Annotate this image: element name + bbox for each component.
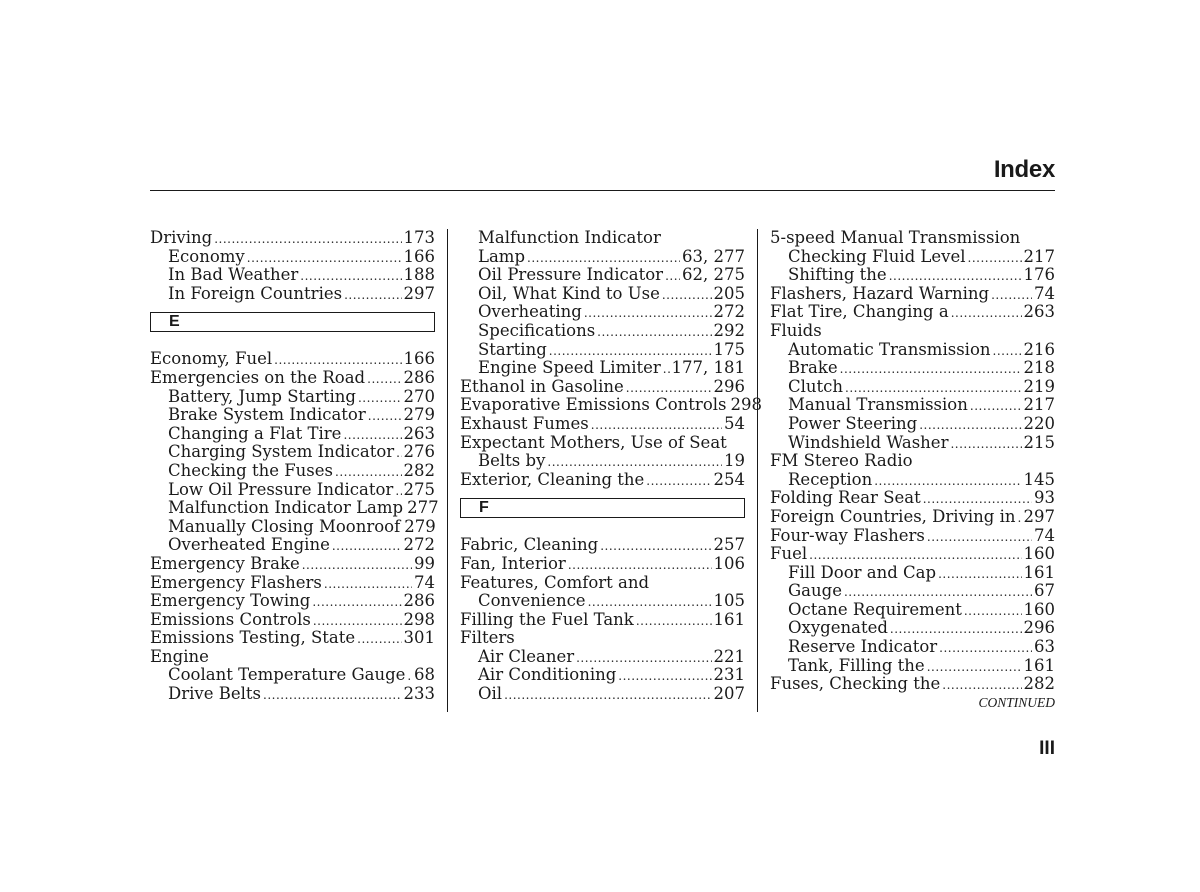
entry-page: 216 <box>1023 339 1055 359</box>
entry-label: Emergency Brake <box>150 553 300 573</box>
entry-page: 67 <box>1034 581 1055 601</box>
dot-leader <box>600 536 711 556</box>
entry-label: Emergencies on the Road <box>150 367 366 387</box>
index-entry <box>150 350 435 369</box>
entry-label: Drive Belts <box>168 684 261 704</box>
index-entry <box>150 592 435 611</box>
entry-label: Fabric, Cleaning <box>460 535 599 555</box>
dot-leader <box>942 675 1021 695</box>
index-subentry <box>460 266 745 285</box>
header-rule <box>150 190 1055 191</box>
dot-leader <box>662 285 712 305</box>
index-subentry <box>770 396 1055 415</box>
entry-label: Clutch <box>788 376 844 396</box>
dot-leader <box>840 359 1022 379</box>
dot-leader <box>367 369 401 389</box>
dot-leader <box>964 601 1022 621</box>
entry-label: In Foreign Countries <box>168 283 343 303</box>
index-subentry <box>770 248 1055 267</box>
entry-page: 176 <box>1023 265 1055 285</box>
entry-page: 263 <box>1023 302 1055 322</box>
entry-label: Changing a Flat Tire <box>168 423 342 443</box>
entry-label: Overheated Engine <box>168 535 330 555</box>
index-heading: Malfunction Indicator <box>478 228 661 247</box>
entry-label: Brake <box>788 358 838 378</box>
index-subentry <box>460 666 745 685</box>
entry-page: 215 <box>1023 432 1055 452</box>
entry-label: Convenience <box>478 591 586 611</box>
entry-page: 298 <box>403 609 435 629</box>
dot-leader <box>263 685 402 705</box>
entry-page: 298 <box>730 395 762 415</box>
entry-label: Emissions Testing, State <box>150 628 356 648</box>
entry-page: 207 <box>713 684 745 704</box>
entry-page: 276 <box>403 442 435 462</box>
entry-label: Gauge <box>788 581 842 601</box>
index-entry <box>460 395 762 415</box>
index-entry <box>150 229 435 248</box>
index-subentry <box>150 443 435 462</box>
entry-page: 68 <box>414 665 435 685</box>
entry-page: 105 <box>713 591 745 611</box>
entry-page: 263 <box>403 423 435 443</box>
entry-label: Fill Door and Cap <box>788 562 937 582</box>
entry-page: 62, 275 <box>682 265 745 285</box>
entry-page: 233 <box>403 684 435 704</box>
entry-label: Starting <box>478 339 547 359</box>
index-subentry <box>150 425 435 444</box>
entry-label: Reception <box>788 469 873 489</box>
index-entry <box>770 303 1055 322</box>
entry-label: Tank, Filling the <box>788 655 925 675</box>
index-subentry <box>150 498 439 518</box>
index-subentry <box>150 266 435 285</box>
index-subentry <box>770 638 1055 657</box>
dot-leader <box>335 462 401 482</box>
entry-page: 282 <box>1023 674 1055 694</box>
dot-leader <box>927 527 1032 547</box>
entry-page: 93 <box>1034 488 1055 508</box>
entry-page: 292 <box>713 320 745 340</box>
entry-page: 220 <box>1023 413 1055 433</box>
section-letter: F <box>460 498 745 518</box>
entry-page: 219 <box>1023 376 1055 396</box>
index-subentry <box>770 415 1055 434</box>
entry-page: 74 <box>1034 283 1055 303</box>
dot-leader <box>927 657 1022 677</box>
entry-page: 161 <box>713 609 745 629</box>
index-subentry <box>150 285 435 304</box>
dot-leader <box>300 266 401 286</box>
entry-page: 221 <box>713 646 745 666</box>
entry-label: Battery, Jump Starting <box>168 386 356 406</box>
dot-leader <box>968 248 1022 268</box>
index-entry <box>460 611 745 630</box>
dot-leader <box>1018 508 1022 528</box>
entry-label: Folding Rear Seat <box>770 488 921 508</box>
entry-label: Emergency Towing <box>150 591 311 611</box>
index-subentry <box>460 359 745 378</box>
index-subentry <box>770 359 1055 378</box>
entry-page: 19 <box>724 451 745 471</box>
index-entry <box>150 629 435 648</box>
entry-label: Malfunction Indicator Lamp <box>168 498 404 518</box>
entry-page: 166 <box>403 349 435 369</box>
entry-page: 286 <box>403 367 435 387</box>
entry-page: 161 <box>1023 562 1055 582</box>
entry-label: Flashers, Hazard Warning <box>770 283 990 303</box>
section-letter: E <box>150 312 435 332</box>
dot-leader <box>214 229 401 249</box>
index-entry <box>460 536 745 555</box>
index-subentry <box>150 462 435 481</box>
dot-leader <box>591 415 722 435</box>
column-divider <box>757 229 758 712</box>
entry-page: 270 <box>403 386 435 406</box>
entry-page: 217 <box>1023 246 1055 266</box>
entry-label: Low Oil Pressure Indicator <box>168 479 394 499</box>
dot-leader <box>636 611 712 631</box>
index-subentry <box>150 481 435 500</box>
dot-leader <box>568 555 712 575</box>
index-entry <box>150 369 435 388</box>
entry-page: 277 <box>407 498 439 518</box>
entry-page: 74 <box>1034 525 1055 545</box>
index-entry <box>150 574 435 593</box>
index-heading: FM Stereo Radio <box>770 451 913 471</box>
entry-page: 286 <box>403 591 435 611</box>
index-subentry <box>460 322 745 341</box>
entry-page: 63, 277 <box>682 246 745 266</box>
entry-label: Overheating <box>478 302 582 322</box>
dot-leader <box>588 592 712 612</box>
entry-page: 257 <box>713 535 745 555</box>
entry-label: Flat Tire, Changing a <box>770 302 949 322</box>
entry-label: In Bad Weather <box>168 265 299 285</box>
entry-label: Charging System Indicator <box>168 442 395 462</box>
entry-label: Air Cleaner <box>478 646 575 666</box>
index-subentry <box>460 648 745 667</box>
index-heading: Features, Comfort and <box>460 572 650 592</box>
continued-note: CONTINUED <box>978 694 1055 710</box>
entry-label: Oil, What Kind to Use <box>478 283 660 303</box>
dot-leader <box>357 629 401 649</box>
dot-leader <box>939 638 1032 658</box>
index-heading: 5-speed Manual Transmission <box>770 228 1021 247</box>
dot-leader <box>332 536 402 556</box>
index-entry <box>770 489 1055 508</box>
dot-leader <box>809 545 1021 565</box>
dot-leader <box>665 266 680 286</box>
dot-leader <box>951 303 1022 323</box>
entry-label: Belts by <box>478 451 546 471</box>
dot-leader <box>919 415 1021 435</box>
entry-page: 106 <box>713 553 745 573</box>
index-entry <box>460 555 745 574</box>
index-subentry <box>460 452 745 471</box>
index-subentry <box>770 619 1055 638</box>
entry-label: Power Steering <box>788 413 918 433</box>
index-subentry <box>770 601 1055 620</box>
index-column-3 <box>770 229 1055 712</box>
entry-label: Fuses, Checking the <box>770 674 941 694</box>
dot-leader <box>646 471 711 491</box>
index-subentry <box>150 536 435 555</box>
entry-label: Oil <box>478 684 503 704</box>
entry-label: Octane Requirement <box>788 599 962 619</box>
dot-leader <box>923 489 1032 509</box>
index-entry <box>770 545 1055 564</box>
index-subentry <box>770 434 1055 453</box>
index-subentry <box>150 248 435 267</box>
entry-label: Evaporative Emissions Controls <box>460 395 727 415</box>
dot-leader <box>993 341 1022 361</box>
entry-page: 160 <box>1023 599 1055 619</box>
entry-page: 63 <box>1034 637 1055 657</box>
entry-label: Manually Closing Moonroof <box>168 516 401 536</box>
entry-label: Automatic Transmission <box>788 339 991 359</box>
column-divider <box>447 229 448 712</box>
index-heading: Expectant Mothers, Use of Seat <box>460 432 727 452</box>
entry-page: 296 <box>713 376 745 396</box>
entry-page: 297 <box>1023 506 1055 526</box>
entry-page: 166 <box>403 246 435 266</box>
dot-leader <box>597 322 711 342</box>
dot-leader <box>396 443 401 463</box>
index-subentry <box>460 685 745 704</box>
entry-label: Fuel <box>770 544 808 564</box>
index-subentry <box>770 471 1055 490</box>
entry-label: Economy, Fuel <box>150 349 273 369</box>
dot-leader <box>368 406 402 426</box>
entry-page: 175 <box>713 339 745 359</box>
dot-leader <box>344 285 401 305</box>
entry-page: 279 <box>404 516 436 536</box>
index-subentry <box>150 666 435 685</box>
entry-page: 301 <box>403 628 435 648</box>
entry-label: Checking Fluid Level <box>788 246 966 266</box>
entry-page: 145 <box>1023 469 1055 489</box>
entry-page: 296 <box>1023 618 1055 638</box>
entry-page: 161 <box>1023 655 1055 675</box>
entry-label: Brake System Indicator <box>168 405 366 425</box>
index-subentry <box>150 388 435 407</box>
dot-leader <box>324 574 412 594</box>
entry-label: Exhaust Fumes <box>460 413 589 433</box>
entry-page: 205 <box>713 283 745 303</box>
dot-leader <box>663 359 670 379</box>
dot-leader <box>844 582 1032 602</box>
entry-label: Emergency Flashers <box>150 572 322 592</box>
index-entry <box>770 508 1055 527</box>
index-subentry <box>460 341 745 360</box>
index-subentry <box>770 582 1055 601</box>
index-subentry <box>150 518 435 537</box>
index-subentry <box>460 303 745 322</box>
entry-page: 217 <box>1023 395 1055 415</box>
dot-leader <box>970 396 1022 416</box>
entry-label: Economy <box>168 246 245 266</box>
dot-leader <box>504 685 711 705</box>
entry-page: 160 <box>1023 544 1055 564</box>
index-heading: Fluids <box>770 320 822 340</box>
entry-label: Lamp <box>478 246 526 266</box>
entry-page: 188 <box>403 265 435 285</box>
index-subentry <box>770 657 1055 676</box>
dot-leader <box>938 564 1021 584</box>
index-subentry <box>770 266 1055 285</box>
entry-label: Ethanol in Gasoline <box>460 376 624 396</box>
entry-page: 173 <box>403 228 435 247</box>
entry-label: Driving <box>150 228 213 247</box>
entry-label: Coolant Temperature Gauge <box>168 665 406 685</box>
dot-leader <box>950 434 1021 454</box>
entry-label: Checking the Fuses <box>168 460 334 480</box>
index-column-2 <box>460 228 762 704</box>
index-subentry <box>770 341 1055 360</box>
entry-label: Specifications <box>478 320 596 340</box>
entry-label: Manual Transmission <box>788 395 968 415</box>
entry-label: Reserve Indicator <box>788 637 938 657</box>
index-subentry <box>460 592 745 611</box>
entry-label: Oil Pressure Indicator <box>478 265 664 285</box>
entry-label: Exterior, Cleaning the <box>460 469 645 489</box>
entry-page: 218 <box>1023 358 1055 378</box>
entry-page: 282 <box>403 460 435 480</box>
entry-page: 177, 181 <box>671 358 745 378</box>
entry-label: Shifting the <box>788 265 887 285</box>
entry-label: Filling the Fuel Tank <box>460 609 634 629</box>
entry-label: Oxygenated <box>788 618 888 638</box>
index-subentry <box>770 564 1055 583</box>
entry-label: Air Conditioning <box>478 665 617 685</box>
index-entry <box>460 471 745 490</box>
index-subentry <box>150 406 435 425</box>
dot-leader <box>547 452 722 472</box>
index-entry <box>770 675 1055 694</box>
entry-page: 279 <box>403 405 435 425</box>
entry-label: Engine Speed Limiter <box>478 358 661 378</box>
index-heading: Engine <box>150 646 209 666</box>
entry-page: 74 <box>414 572 435 592</box>
dot-leader <box>584 303 712 323</box>
index-entry <box>460 378 745 397</box>
entry-page: 99 <box>414 553 435 573</box>
entry-page: 275 <box>403 479 435 499</box>
index-subentry <box>460 248 745 267</box>
index-subentry <box>150 685 435 704</box>
index-subentry <box>770 378 1055 397</box>
index-entry <box>150 611 435 630</box>
dot-leader <box>312 592 401 612</box>
entry-page: 272 <box>713 302 745 322</box>
entry-label: Fan, Interior <box>460 553 566 573</box>
entry-page: 297 <box>403 283 435 303</box>
entry-label: Four-way Flashers <box>770 525 925 545</box>
index-subentry <box>460 285 745 304</box>
entry-label: Emissions Controls <box>150 609 311 629</box>
index-entry <box>770 285 1055 304</box>
entry-page: 272 <box>403 535 435 555</box>
index-heading: Filters <box>460 628 515 648</box>
entry-label: Windshield Washer <box>788 432 949 452</box>
dot-leader <box>889 266 1022 286</box>
index-column-1 <box>150 228 439 704</box>
index-entry <box>150 555 435 574</box>
page-title: Index <box>993 156 1055 183</box>
entry-page: 231 <box>713 665 745 685</box>
dot-leader <box>302 555 412 575</box>
page-number: III <box>1039 738 1055 759</box>
index-entry <box>460 415 745 434</box>
dot-leader <box>618 666 711 686</box>
index-entry <box>770 527 1055 546</box>
entry-page: 54 <box>724 413 745 433</box>
entry-label: Foreign Countries, Driving in <box>770 506 1016 526</box>
entry-page: 254 <box>713 469 745 489</box>
